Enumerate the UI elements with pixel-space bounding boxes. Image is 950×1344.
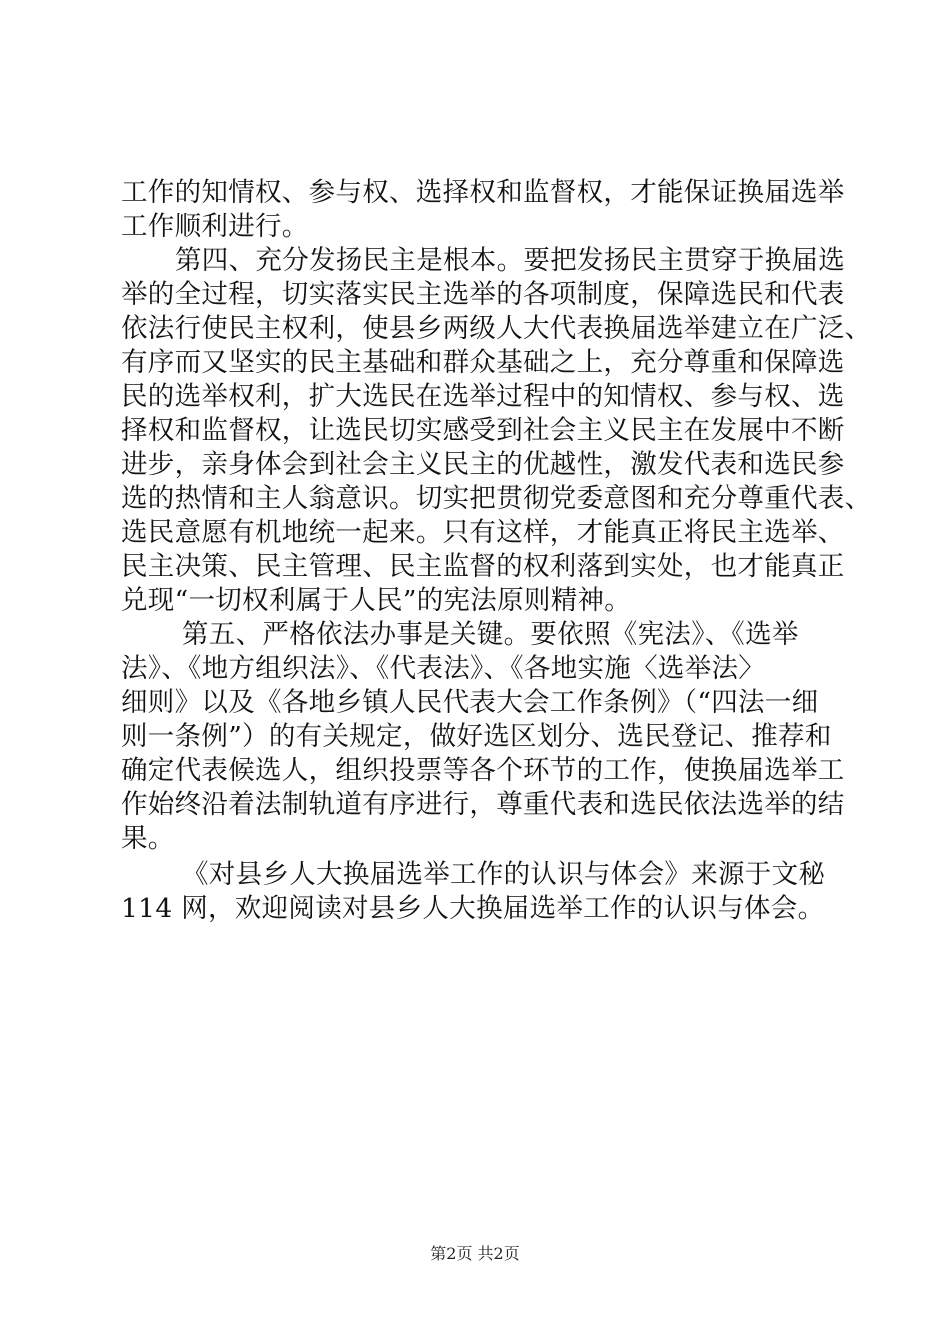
text-line: 法》、《地方组织法》、《代表法》、《各地实施〈选举法〉 <box>121 653 766 684</box>
text-line: 选民意愿有机地统一起来。只有这样，才能真正将民主选举、 <box>121 517 845 548</box>
text-line: 细则》以及《各地乡镇人民代表大会工作条例》（“四法一细 <box>121 687 819 718</box>
text-line: 民的选举权利，扩大选民在选举过程中的知情权、参与权、选 <box>121 381 845 412</box>
text-line: 有序而又坚实的民主基础和群众基础之上，充分尊重和保障选 <box>121 347 845 378</box>
text-line: 作始终沿着法制轨道有序进行，尊重代表和选民依法选举的结 <box>121 789 845 820</box>
text-line: 民主决策、民主管理、民主监督的权利落到实处，也才能真正 <box>121 551 845 582</box>
text-line: 择权和监督权，让选民切实感受到社会主义民主在发展中不断 <box>121 415 845 446</box>
text-line: 依法行使民主权利，使县乡两级人大代表换届选举建立在广泛、 <box>121 313 872 344</box>
text-line: 工作的知情权、参与权、选择权和监督权，才能保证换届选举 <box>121 177 845 208</box>
text-line: 则一条例”）的有关规定，做好选区划分、选民登记、推荐和 <box>121 721 832 752</box>
text-line: 兑现“一切权利属于人民”的宪法原则精神。 <box>121 585 632 616</box>
text-line: 选的热情和主人翁意识。切实把贯彻党委意图和充分尊重代表、 <box>121 483 872 514</box>
text-line: 举的全过程，切实落实民主选举的各项制度，保障选民和代表 <box>121 279 845 310</box>
text-line: 确定代表候选人，组织投票等各个环节的工作，使换届选举工 <box>121 755 845 786</box>
text-line: 进步，亲身体会到社会主义民主的优越性，激发代表和选民参 <box>121 449 845 480</box>
text-line: 工作顺利进行。 <box>121 211 309 242</box>
paragraph-first-line: 第五、严格依法办事是关键。要依照《宪法》、《选举 <box>182 619 799 650</box>
page-number-footer: 第2页 共2页 <box>430 1244 520 1263</box>
paragraph-first-line: 《对县乡人大换届选举工作的认识与体会》来源于文秘 <box>182 859 826 890</box>
paragraph-first-line: 第四、充分发扬民主是根本。要把发扬民主贯穿于换届选 <box>175 245 845 276</box>
text-line: 果。 <box>121 823 175 854</box>
text-line: 114 网，欢迎阅读对县乡人大换届选举工作的认识与体会。 <box>121 893 825 924</box>
